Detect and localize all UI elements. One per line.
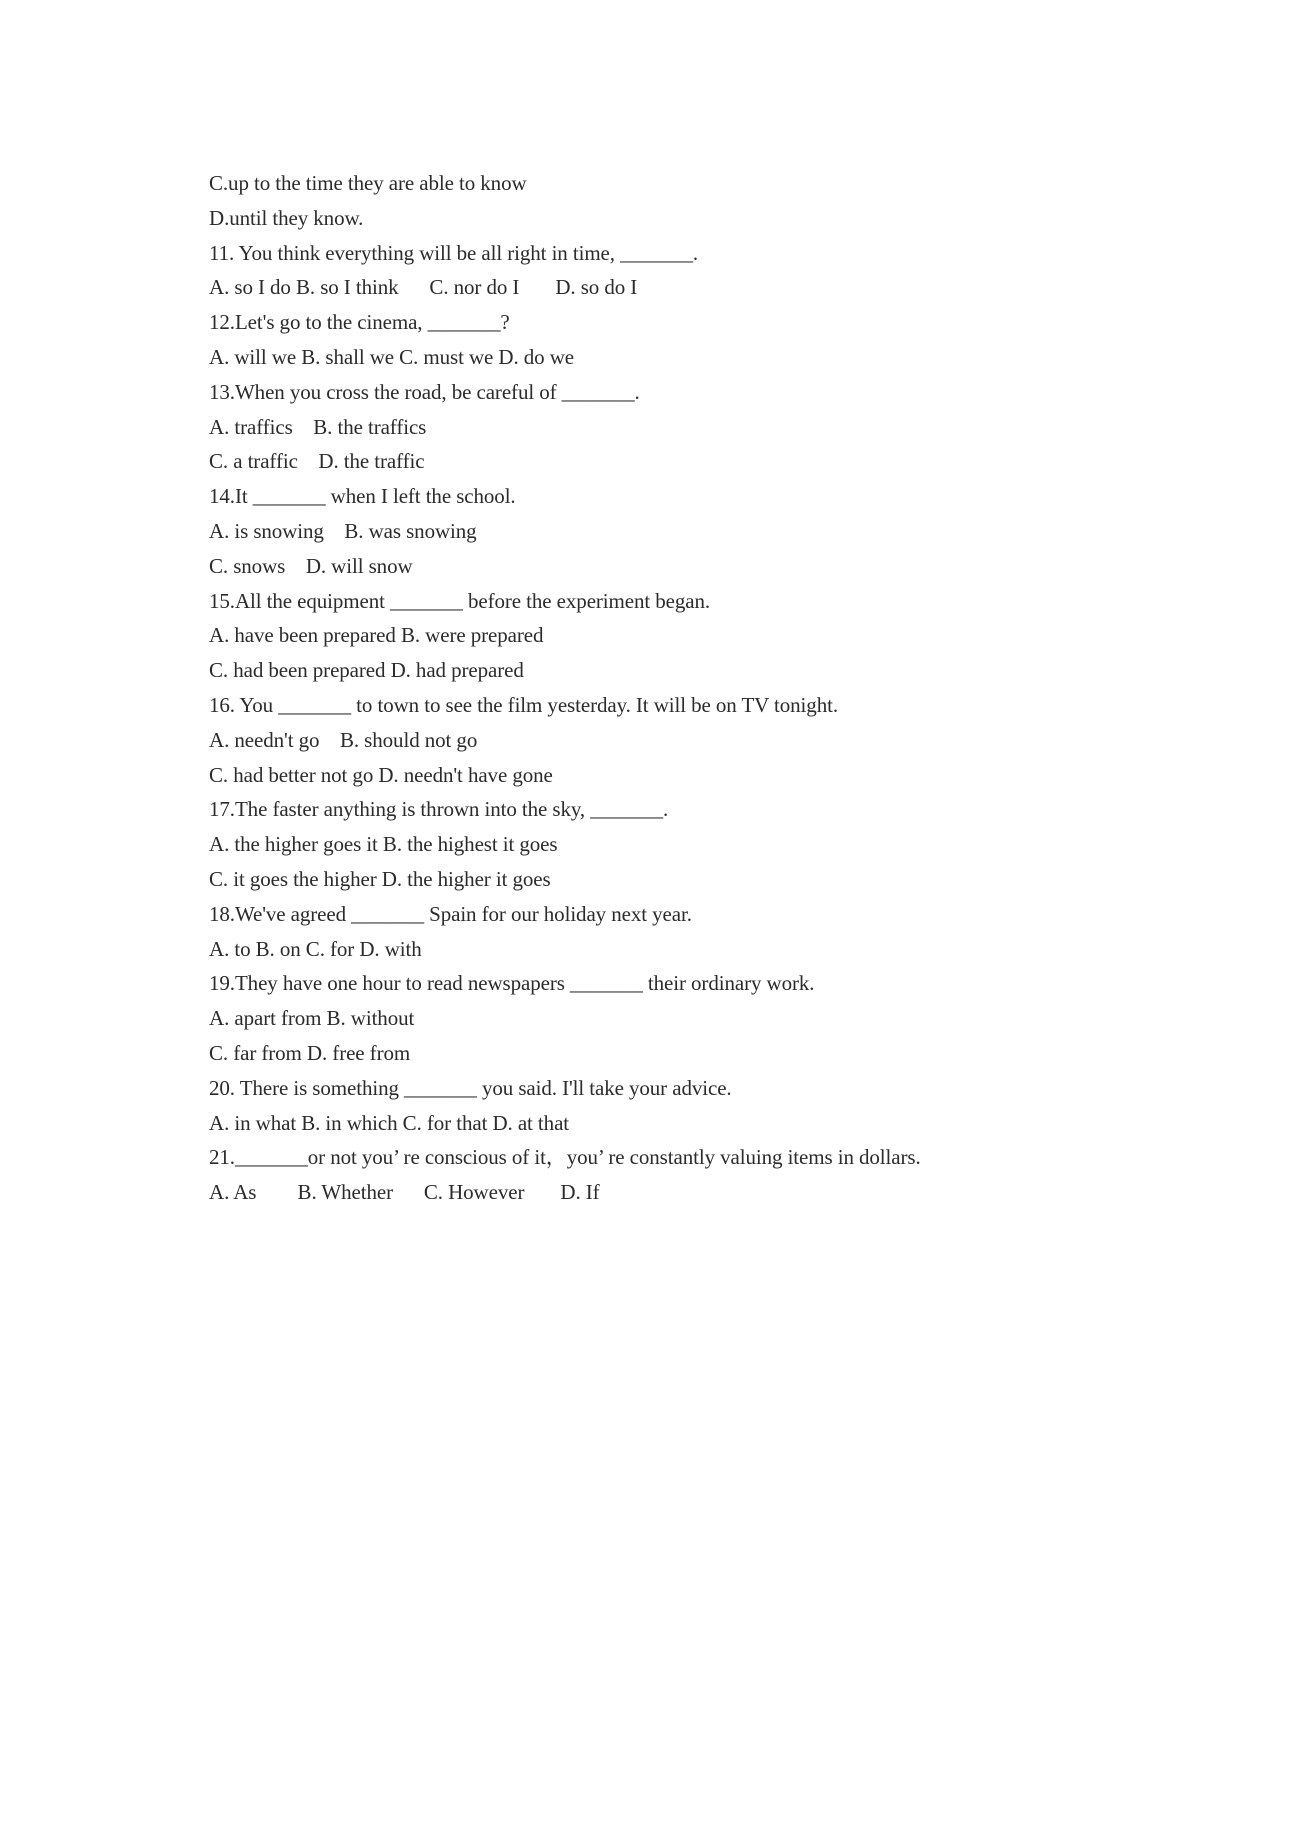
options-17: A. the higher goes it B. the highest it goes	[209, 832, 558, 857]
question-14: 14.It _______ when I left the school.	[209, 484, 516, 509]
options-16: C. had better not go D. needn't have gone	[209, 762, 553, 787]
options-14: C. snows D. will snow	[209, 553, 413, 578]
options-16: A. needn't go B. should not go	[209, 727, 478, 752]
options-20: A. in what B. in which C. for that D. at that	[209, 1110, 570, 1135]
options-18: A. to B. on C. for D. with	[209, 936, 422, 961]
question-13: 13.When you cross the road, be careful of _______.	[209, 379, 640, 404]
options-14: A. is snowing B. was snowing	[209, 518, 477, 543]
question-19: 19.They have one hour to read newspapers _______ their ordinary work.	[209, 971, 815, 996]
options-21: A. As B. Whether C. However D. If	[209, 1180, 600, 1205]
options-17: C. it goes the higher D. the higher it goes	[209, 866, 551, 891]
options-13: C. a traffic D. the traffic	[209, 449, 425, 474]
options-11: A. so I do B. so I think C. nor do I D. so do I	[209, 275, 638, 300]
options-19: A. apart from B. without	[209, 1006, 415, 1031]
options-15: A. have been prepared B. were prepared	[209, 623, 544, 648]
options-19: C. far from D. free from	[209, 1040, 411, 1065]
question-16: 16. You _______ to town to see the film yesterday. It will be on TV tonight.	[209, 692, 838, 717]
question-11: 11. You think everything will be all right in time, _______.	[209, 240, 699, 265]
options-12: A. will we B. shall we C. must we D. do we	[209, 344, 575, 369]
options-13: A. traffics B. the traffics	[209, 414, 427, 439]
question-20: 20. There is something _______ you said. I'll take your advice.	[209, 1075, 732, 1100]
question-18: 18.We've agreed _______ Spain for our holiday next year.	[209, 901, 692, 926]
question-21: 21._______or not you’ re conscious of it，you’ re constantly valuing items in dollars.	[209, 1145, 921, 1170]
option-line: C.up to the time they are able to know	[209, 171, 527, 195]
options-15: C. had been prepared D. had prepared	[209, 658, 524, 683]
option-line: D.until they know.	[209, 205, 364, 230]
question-17: 17.The faster anything is thrown into the sky, _______.	[209, 797, 669, 822]
question-12: 12.Let's go to the cinema, _______?	[209, 310, 510, 335]
question-15: 15.All the equipment _______ before the experiment began.	[209, 588, 711, 613]
question-list	[209, 166, 1109, 1210]
